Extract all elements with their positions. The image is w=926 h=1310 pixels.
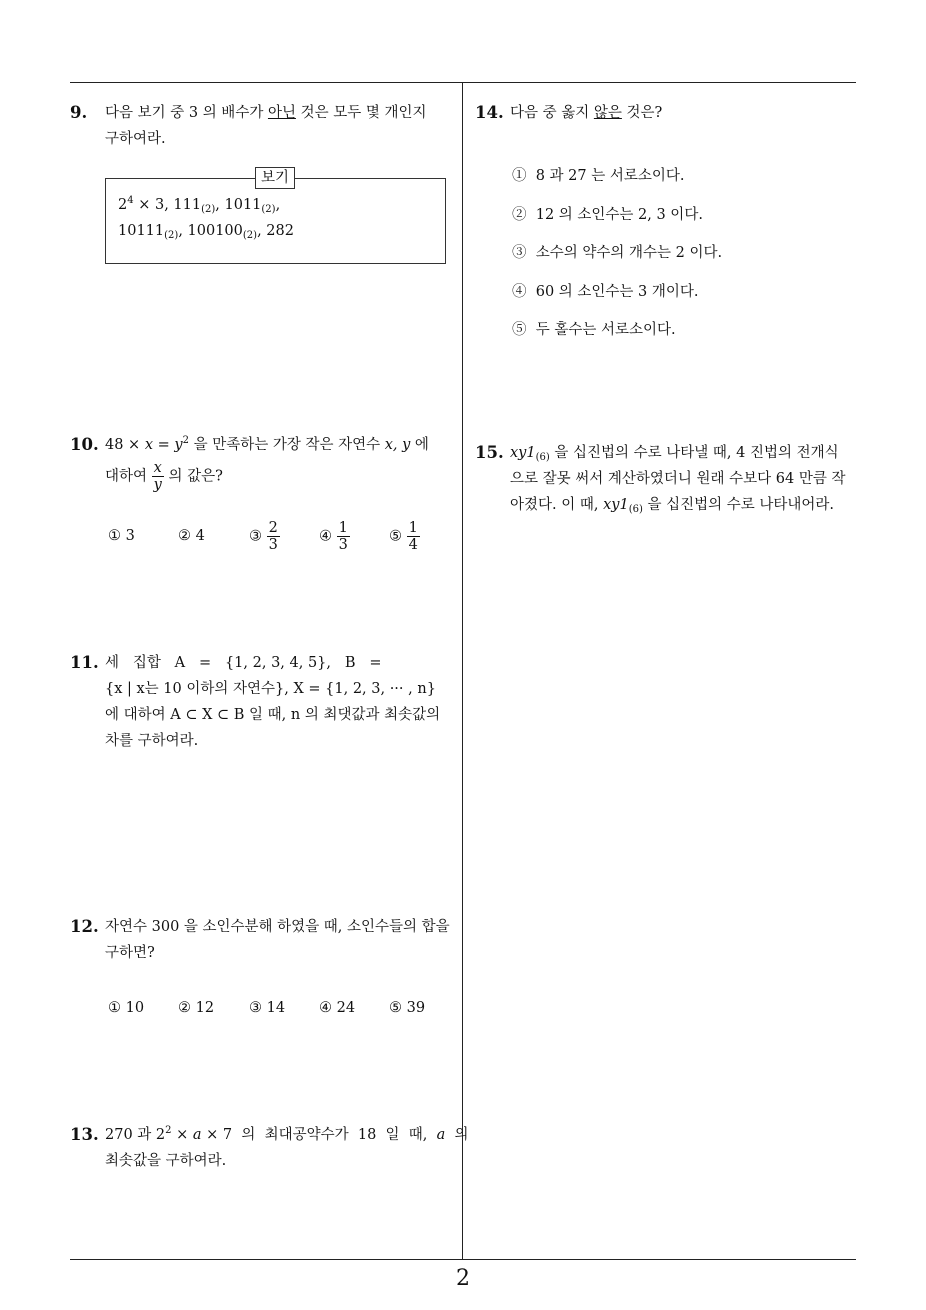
choice-3[interactable]: ③ $\frac{2}{3}$ [249, 520, 278, 553]
answer-choices [108, 520, 448, 560]
question-text-line: {x | x는 10 이하의 자연수}, X = {1, 2, 3, ··· , n} [105, 681, 436, 697]
question-text-line: 차를 구하여라. [105, 733, 199, 749]
question-number: 11. [70, 653, 99, 672]
question-9 [70, 100, 460, 152]
question-12 [70, 914, 460, 966]
question-text-line: 다음 보기 중 3 의 배수가 아닌 것은 모두 몇 개인지 [105, 105, 427, 121]
question-11 [70, 650, 460, 754]
choice-1[interactable]: ① 8 과 27 는 서로소이다. [512, 168, 685, 184]
question-text-line: $48 \times x = y^2$ 을 만족하는 가장 작은 자연수 x, y 에 [105, 435, 429, 453]
choice-1[interactable]: ① 10 [108, 1000, 145, 1016]
answer-choices [108, 1000, 448, 1022]
question-text-line: 다음 중 옳지 않은 것은? [510, 105, 663, 121]
choice-1[interactable]: ① 3 [108, 528, 135, 544]
choice-3[interactable]: ③ 14 [249, 1000, 286, 1016]
choice-2[interactable]: ② 4 [178, 528, 205, 544]
fraction: $\frac{x}{y}$ [153, 460, 162, 493]
question-text-line: 270 과 $2^2 \times a \times 7$ 의 최대공약수가 18 일 때, a 의 [105, 1125, 469, 1143]
question-10 [70, 432, 460, 493]
example-line: $10111_{(2)}$, $100100_{(2)}$, 282 [118, 223, 294, 241]
choice-4[interactable]: ④ 60 의 소인수는 3 개이다. [512, 284, 699, 300]
question-number: 13. [70, 1125, 99, 1144]
column-divider [462, 82, 463, 1259]
question-number: 14. [475, 103, 504, 122]
choice-5[interactable]: ⑤ 두 홀수는 서로소이다. [512, 322, 676, 338]
question-text-line: 아졌다. 이 때, $xy1_{(6)}$ 을 십진법의 수로 나타내어라. [510, 497, 835, 515]
question-14 [475, 100, 855, 126]
question-text-line: 자연수 300 을 소인수분해 하였을 때, 소인수들의 합을 [105, 919, 450, 935]
bottom-rule [70, 1259, 856, 1260]
example-line: $2^4 \times 3$, $111_{(2)}$, $1011_{(2)}$, [118, 195, 281, 215]
page-number: 2 [456, 1266, 470, 1291]
question-13 [70, 1122, 469, 1174]
choice-4[interactable]: ④ 24 [319, 1000, 356, 1016]
question-text-line: 으로 잘못 써서 계산하였더니 원래 수보다 64 만큼 작 [510, 471, 846, 487]
top-rule [70, 82, 856, 83]
choice-4[interactable]: ④ $\frac{1}{3}$ [319, 520, 348, 553]
question-text-line: 대하여 $\frac{x}{y}$ 의 값은? [105, 460, 223, 493]
choice-2[interactable]: ② 12 [178, 1000, 215, 1016]
question-number: 9. [70, 103, 88, 122]
question-number: 10. [70, 435, 99, 454]
question-text-line: 에 대하여 A ⊂ X ⊂ B 일 때, n 의 최댓값과 최솟값의 [105, 707, 441, 723]
question-number: 15. [475, 443, 504, 462]
question-number: 12. [70, 917, 99, 936]
question-text-line: 최솟값을 구하여라. [105, 1153, 227, 1169]
choice-5[interactable]: ⑤ 39 [389, 1000, 426, 1016]
choice-5[interactable]: ⑤ $\frac{1}{4}$ [389, 520, 418, 553]
question-15 [475, 440, 855, 518]
question-text-line: 세 집합 A = {1, 2, 3, 4, 5}, B = [105, 655, 382, 671]
example-box-label: 보기 [255, 167, 295, 189]
question-text-line: 구하여라. [105, 131, 166, 147]
example-box [105, 178, 446, 264]
question-text-line: $xy1_{(6)}$ 을 십진법의 수로 나타낼 때, 4 진법의 전개식 [510, 445, 839, 463]
choice-3[interactable]: ③ 소수의 약수의 개수는 2 이다. [512, 245, 723, 261]
choice-2[interactable]: ② 12 의 소인수는 2, 3 이다. [512, 207, 703, 223]
question-text-line: 구하면? [105, 945, 155, 961]
